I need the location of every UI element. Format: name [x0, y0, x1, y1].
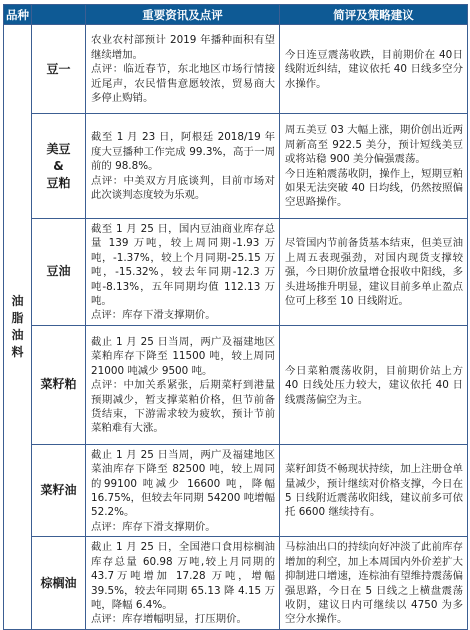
commodity-name-text: 菜籽粕: [40, 377, 77, 392]
info-cell: 截至 1 月 23 日，阿根廷 2018/19 年度大豆播种工作完成 99.3%，高于一周前的 98.8%。 点评：中美双方月底谈判，目前市场对此次谈判态度较为乐观。: [86, 114, 280, 219]
commodity-name: [32, 114, 86, 219]
commodity-name: [32, 25, 86, 114]
comment-cell: 菜籽卸货不畅现状持续，加上注册仓单量减少，预计继续对价格支撑，今日在 5 日线附近震荡收阳线，建议前多可依托 6600 继续持有。: [280, 444, 468, 536]
commodity-name: [32, 219, 86, 326]
header-row: [4, 5, 468, 25]
commodity-name-text: 豆一: [46, 61, 71, 76]
comment-cell: 今日菜粕震荡收阴，目前期价站上方 40 日线处压力较大，建议依托 40 日线震荡偏空为主。: [280, 325, 468, 444]
category-char: 油: [11, 293, 24, 308]
category-char: 脂: [11, 310, 24, 325]
comment-cell: 周五美豆 03 大幅上涨，期价创出近两周新高至 922.5 美分，预计短线美豆或将站稳 900 美分偏强震荡。 今日连粕震荡收阴，操作上，短期豆粕如果无法突破 40 日均线，仍然按照偏空思路操作。: [280, 114, 468, 219]
category-char: 油: [11, 327, 24, 342]
info-cell: 截止 1 月 25 日，全国港口食用棕榈油库存总量 60.98 万吨,较上月同期的 43.7万吨增加 17.28 万吨，增幅 39.5%，较去年同期 65.13 降 4.15 万吨，降幅 6.4%。 点评：库存增幅明显，打压期价。: [86, 537, 280, 629]
table-row: [4, 325, 468, 444]
table-row: [4, 537, 468, 629]
commodity-name-text: 菜籽油: [40, 483, 77, 498]
info-cell: 截止 1 月 25 日当周，两广及福建地区菜油库存下降至 82500 吨，较上周同的99100 吨减少 16600 吨，降幅 16.75%，但较去年同期 54200 吨增幅 52.2%。 点评：库存下滑支撑期价。: [86, 444, 280, 536]
commodity-name-text: 豆粕: [46, 175, 71, 190]
table-row: [4, 114, 468, 219]
commodity-name-text: &: [53, 158, 64, 173]
commodity-name: [32, 537, 86, 629]
header-name: [32, 5, 86, 25]
table-row: [4, 25, 468, 114]
table-row: [4, 444, 468, 536]
table-row: [4, 219, 468, 326]
info-cell: 截止 1 月 25 日当周，两广及福建地区菜粕库存下降至 11500 吨，较上周同21000 吨减少 9500 吨。 点评：中加关系紧张，后期菜籽到港量预期减少，暂支撑菜粕价格，但节前备货结束，下游需求较为疲软，预计节前菜粕难有大涨。: [86, 325, 280, 444]
comment-cell: 今日连豆震荡收跌，目前期价在 40日线附近纠结，建议依托 40 日线多空分水操作。: [280, 25, 468, 114]
comment-cell: 尽管国内节前备货基本结束，但美豆油上周五表现强劲，对国内现货支撑较强，今日期价放量增仓报收中阳线，多头进场推升明显，建议目前多单止盈点位可上移至 10 日线附近。: [280, 219, 468, 326]
commodity-name-text: 棕榈油: [40, 575, 77, 590]
commodity-name-text: 美豆: [46, 141, 71, 156]
info-cell: 截至 1 月 25 日，国内豆油商业库存总量 139 万吨，较上周同期-1.93 万吨，-1.37%，较上个月同期-25.15 万吨，-15.32%，较去年同期-12.3 万吨-8.13%，五年同期均值 112.13 万吨。 点评：库存下滑支撑期价。: [86, 219, 280, 326]
commodity-table: [3, 4, 468, 630]
commodity-name-text: 豆油: [46, 264, 71, 279]
category-char: 料: [11, 344, 24, 359]
comment-cell: 马棕油出口的持续向好冲淡了此前库存增加的利空，加上本周国内外价差扩大抑制进口增速，连棕油有望维持震荡偏强思路，今日在 5 日线之上横盘震荡收阴，建议日内可继续以 4750 为多空分水操作。: [280, 537, 468, 629]
header-category: 品种: [4, 5, 32, 25]
commodity-name: [32, 325, 86, 444]
header-comment: 简评及策略建议: [280, 5, 468, 25]
info-cell: 农业农村部预计 2019 年播种面积有望继续增加。 点评：临近春节，东北地区市场行情接近尾声，农民惜售意愿较浓，贸易商大多停止购销。: [86, 25, 280, 114]
category-cell: [4, 25, 32, 630]
header-info: 重要资讯及点评: [86, 5, 280, 25]
commodity-name: [32, 444, 86, 536]
